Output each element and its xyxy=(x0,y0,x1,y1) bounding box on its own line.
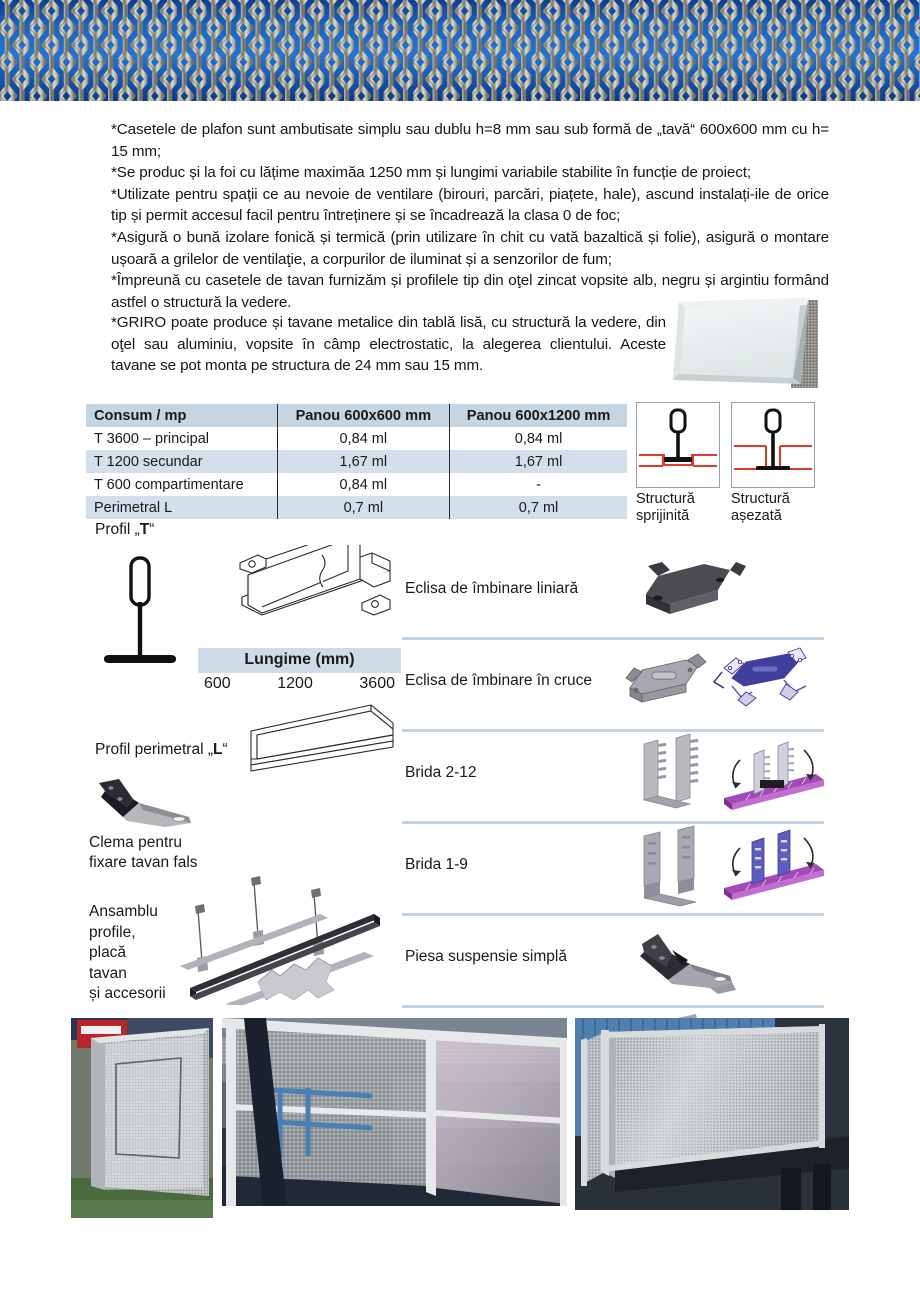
caption-line: Structură xyxy=(731,491,790,507)
intro-paragraphs-top xyxy=(111,119,829,313)
table-row xyxy=(86,496,627,519)
linear-splice-connector-icon xyxy=(524,548,824,637)
caption-line: așezată xyxy=(731,508,782,524)
table-row xyxy=(86,450,627,473)
lungime-values xyxy=(198,673,401,693)
cell-panel-600x1200: - xyxy=(450,473,627,496)
accessory-label: Eclisa de îmbinare liniară xyxy=(405,580,579,597)
label-key: T xyxy=(139,521,150,538)
accessory-label: Brida 2-12 xyxy=(405,764,477,781)
label-line: profile, xyxy=(89,923,136,941)
label-line: tavan xyxy=(89,964,127,982)
lungime-header: Lungime (mm) xyxy=(198,648,401,673)
cell-profile: T 600 compartimentare xyxy=(94,476,244,493)
consumption-table xyxy=(86,404,627,519)
open-quote: „ xyxy=(134,521,140,538)
intro-paragraphs-bottom xyxy=(111,312,666,377)
accessory-label: Piesa suspensie simplă xyxy=(405,948,567,965)
lungime-value: 1200 xyxy=(277,675,313,692)
cell-panel-600x600: 0,7 ml xyxy=(277,496,450,519)
table-row xyxy=(86,473,627,496)
cell-profile: T 1200 secundar xyxy=(94,453,203,470)
paragraph: *Se produc și la foi cu lățime maximăa 1250 mm și lungimi variabile stabilite în funcție de proiect; xyxy=(111,164,751,182)
caption-line: Structură xyxy=(636,491,695,507)
structure-seated-diagram-icon xyxy=(731,402,815,488)
close-quote: “ xyxy=(149,521,155,538)
cell-panel-600x1200: 0,84 ml xyxy=(450,427,627,450)
paragraph: *Asigură o bună izolare fonică și termică (prin utilizare în chit cu vată bazaltică și folie), asigură o montare ușoară a grilelor de ventilaţie, a corpurilor de iluminat și a senzorilor de fum; xyxy=(111,228,829,268)
column-header: Panou 600x600 mm xyxy=(277,404,450,427)
mesh-partition-installed-photo xyxy=(222,1018,567,1218)
ansamblu-label xyxy=(89,902,166,1005)
clamp-2-12-icon xyxy=(524,732,824,821)
ceiling-tile-photo xyxy=(673,296,818,388)
photo-gallery xyxy=(71,1018,849,1218)
profil-l-label xyxy=(95,741,228,759)
mesh-panel-sample-photo xyxy=(71,1018,213,1218)
structure-supported xyxy=(636,402,720,525)
label-line: Ansamblu xyxy=(89,903,158,920)
paragraph: *Împreună cu casetele de tavan furnizăm și profilele tip din oţel zincat vopsite alb, negru și argintiu formând astfel o structură la vedere. xyxy=(111,272,829,311)
table-row xyxy=(86,427,627,450)
long-mesh-panel-workshop-photo xyxy=(575,1018,849,1218)
tee-profile-section-icon xyxy=(90,552,200,672)
cell-panel-600x1200: 1,67 ml xyxy=(450,450,627,473)
clamp-1-9-icon xyxy=(524,824,824,913)
close-quote: “ xyxy=(222,741,228,758)
cell-profile: T 3600 – principal xyxy=(94,430,210,447)
paragraph: *GRIRO poate produce și tavane metalice din tablă lisă, cu structură la vedere, din oţel sau aluminiu, vopsite în câmp electrostatic, la alegerea clientului. Aceste tavane se pot monta pe structura de 24 mm sau 15 mm. xyxy=(111,314,666,375)
label-line: și accesorii xyxy=(89,985,166,1002)
list-item xyxy=(402,732,824,821)
list-item xyxy=(402,824,824,913)
label-key: L xyxy=(213,741,223,758)
column-header: Panou 600x1200 mm xyxy=(450,404,627,427)
list-item xyxy=(402,548,824,637)
structure-seated xyxy=(731,402,815,525)
caption-line: sprijinită xyxy=(636,508,690,524)
structure-caption xyxy=(636,491,720,525)
label-line: fixare tavan fals xyxy=(89,854,198,871)
structure-supported-diagram-icon xyxy=(636,402,720,488)
cell-panel-600x600: 1,67 ml xyxy=(277,450,450,473)
cell-panel-600x1200: 0,7 ml xyxy=(450,496,627,519)
label-prefix: Profil xyxy=(95,521,135,538)
paragraph: *Utilizate pentru spații ce au nevoie de ventilare (birouri, parcări, piațete, hale), ascund instalați-ile de orice tip și permit accesul facil pentru întreținere și se încadrează la clasa 0 de foc; xyxy=(111,185,829,225)
list-item xyxy=(402,916,824,1005)
tee-profile-isometric-icon xyxy=(222,545,397,645)
ceiling-clip-icon xyxy=(93,777,201,829)
accessory-label: Eclisa de îmbinare în cruce xyxy=(405,672,592,689)
expanded-metal-mesh-icon xyxy=(0,0,920,101)
cell-panel-600x600: 0,84 ml xyxy=(277,473,450,496)
accessory-label: Brida 1-9 xyxy=(405,856,468,873)
structure-caption xyxy=(731,491,815,525)
ceiling-assembly-isometric-icon xyxy=(168,870,393,1005)
label-prefix: Profil perimetral xyxy=(95,741,208,758)
cell-panel-600x600: 0,84 ml xyxy=(277,427,450,450)
l-profile-isometric-icon xyxy=(243,703,398,783)
single-suspension-piece-icon xyxy=(524,916,824,1005)
clema-label xyxy=(89,833,198,873)
paragraph: *Casetele de plafon sunt ambutisate simplu sau dublu h=8 mm sau sub formă de „tavă“ 600x600 mm cu h= 15 mm; xyxy=(111,121,829,160)
open-quote: „ xyxy=(207,741,214,758)
lungime-value: 3600 xyxy=(359,675,395,692)
lungime-table xyxy=(198,648,401,693)
accessory-list xyxy=(402,548,824,1097)
cross-splice-connector-icon xyxy=(524,640,824,729)
header-mesh-banner xyxy=(0,0,920,101)
label-line: placă xyxy=(89,944,127,961)
label-line: Clema pentru xyxy=(89,834,183,851)
column-header: Consum / mp xyxy=(94,407,187,424)
profil-t-label xyxy=(95,521,154,539)
cell-profile: Perimetral L xyxy=(94,499,173,516)
table-header-row xyxy=(86,404,627,427)
list-item xyxy=(402,640,824,729)
lungime-value: 600 xyxy=(204,675,231,692)
